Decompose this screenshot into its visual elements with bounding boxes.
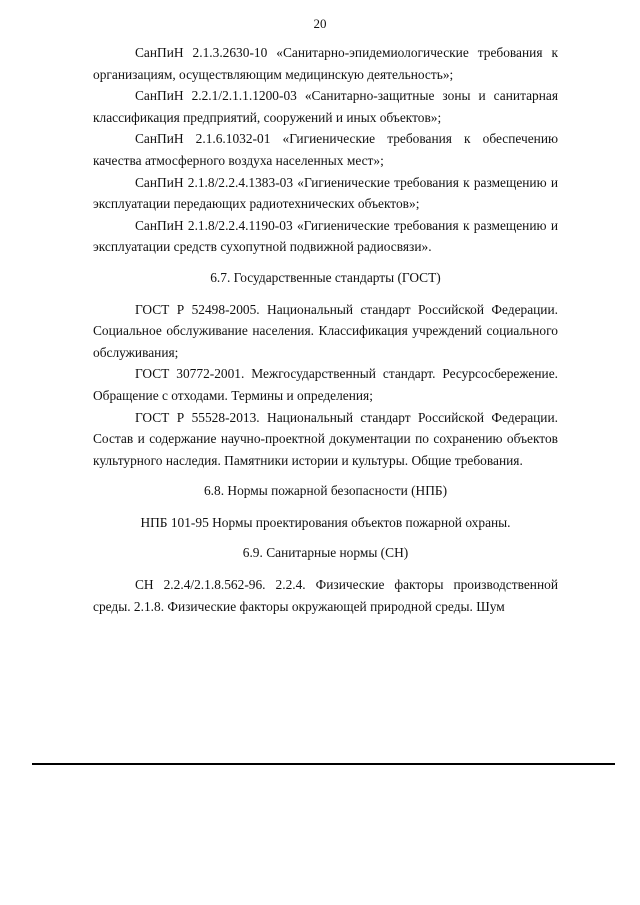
sanpin-item: СанПиН 2.1.8/2.2.4.1383-03 «Гигиенические требования к размещению и эксплуатации передающих радиотехнических объектов»;	[93, 174, 558, 212]
section-heading-sn: 6.9. Санитарные нормы (СН)	[242, 545, 409, 561]
page-number: 20	[313, 16, 327, 31]
page-bottom-rule	[32, 763, 615, 765]
sanpin-item: СанПиН 2.1.3.2630-10 «Санитарно-эпидемиологические требования к организациям, осуществляющим медицинскую деятельность»;	[93, 45, 558, 82]
sanpin-item: СанПиН 2.2.1/2.1.1.1200-03 «Санитарно-защитные зоны и санитарная классификация предприятий, сооружений и иных объектов»;	[93, 88, 558, 125]
document-body	[93, 42, 558, 617]
section-heading-gost: 6.7. Государственные стандарты (ГОСТ)	[210, 269, 441, 285]
gost-item: ГОСТ Р 52498-2005. Национальный стандарт Российской Федерации. Социальное обслуживание населения. Классификация учреждений социального обслуживания;	[93, 301, 558, 360]
gost-item: ГОСТ 30772-2001. Межгосударственный стандарт. Ресурсосбережение. Обращение с отходами. Термины и определения;	[93, 366, 558, 403]
sn-item: СН 2.2.4/2.1.8.562-96. 2.2.4. Физические факторы производственной среды. 2.1.8. Физические факторы окружающей природной среды. Шум	[93, 577, 558, 614]
npb-item: НПБ 101-95 Нормы проектирования объектов пожарной охраны.	[140, 514, 511, 530]
gost-item: ГОСТ Р 55528-2013. Национальный стандарт Российской Федерации. Состав и содержание научно-проектной документации по сохранению объектов культурного наследия. Памятники истории и культуры. Общие требования.	[93, 409, 558, 468]
sanpin-item: СанПиН 2.1.6.1032-01 «Гигиенические требования к обеспечению качества атмосферного воздуха населенных мест»;	[93, 131, 558, 168]
section-heading-npb: 6.8. Нормы пожарной безопасности (НПБ)	[203, 483, 448, 499]
sanpin-item: СанПиН 2.1.8/2.2.4.1190-03 «Гигиенические требования к размещению и эксплуатации средств сухопутной подвижной радиосвязи».	[93, 217, 558, 255]
